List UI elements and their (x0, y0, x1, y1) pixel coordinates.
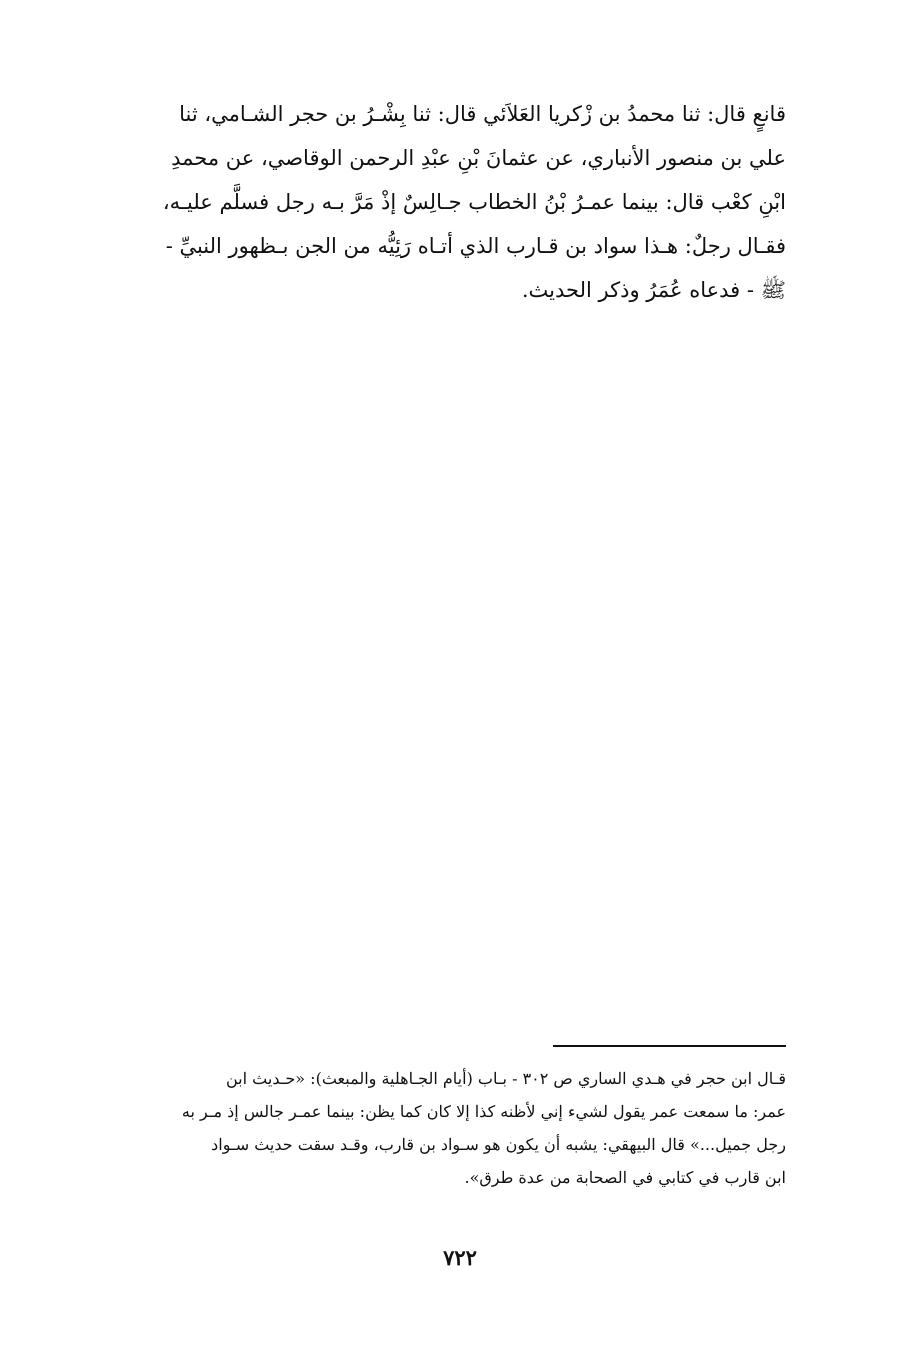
footnote-divider (553, 1045, 786, 1047)
footnote-line: قـال ابن حجر في هـدي الساري ص ٣٠٢ - بـاب (أيام الجـاهلية والمبعث): «حـديث ابن (226, 1069, 786, 1088)
main-text-line: علي بن منصور الأنباري، عن عثمانَ بْنِ عبْدِ الرحمن الوقاصي، عن محمدِ (171, 146, 786, 170)
footnote-line: ابن قارب في كتابي في الصحابة من عدة طرق». (464, 1168, 786, 1187)
footnote-line: عمر: ما سمعت عمر يقول لشيء إني لأظنه كذا إلا كان كما يظن: بينما عمـر جالس إذ مـر به (181, 1102, 786, 1121)
main-text-line: فقـال رجلٌ: هـذا سواد بن قـارب الذي أتـاه رَئِيُّه من الجن بـظهور النبيِّ - (165, 234, 786, 258)
main-text-line: قانعٍ قال: ثنا محمدُ بن زْكريا العَلاَئي قال: ثنا بِشْـرُ بن حجر الشـامي، ثنا (179, 102, 786, 126)
footnote-line: رجل جميل...» قال البيهقي: يشبه أن يكون هو سـواد بن قارب، وقـد سقت حديث سـواد (211, 1135, 786, 1154)
page-number: ٧٢٢ (443, 1245, 477, 1270)
main-text (100, 92, 786, 312)
footnote (108, 1062, 786, 1194)
main-text-line: ﷺ - فدعاه عُمَرُ وذكر الحديث. (521, 278, 786, 302)
main-text-line: ابْنِ كعْب قال: بينما عمـرُ بْنُ الخطاب جـالِسٌ إذْ مَرَّ بـه رجل فسلَّم عليـه، (162, 190, 786, 214)
